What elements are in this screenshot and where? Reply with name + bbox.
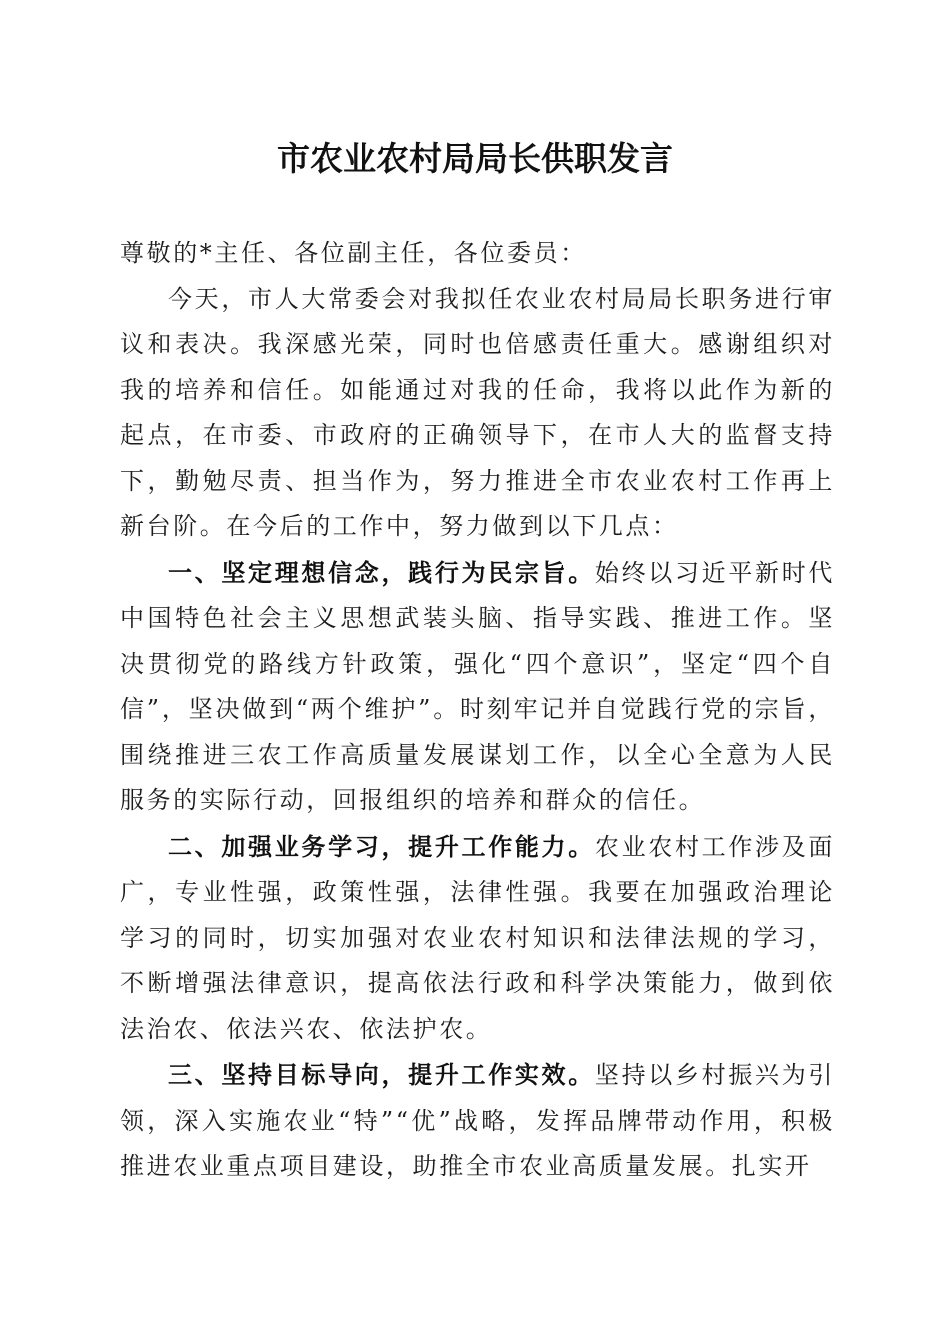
salutation: 尊敬的*主任、各位副主任，各位委员：: [120, 239, 587, 267]
section-heading-3: 三、坚持目标导向，提升工作实效。: [168, 1060, 595, 1089]
section-text-3: 坚持以乡村振兴为引领，深入实施农业“特”“优”战略，发挥品牌带动作用，积极推进农业重点项目建设，助推全市农业高质量发展。扎实开: [120, 1061, 835, 1180]
document-title: 市农业农村局局长供职发言: [277, 139, 673, 178]
section-paragraph-2: [120, 824, 835, 1053]
section-heading-1: 一、坚定理想信念，践行为民宗旨。: [168, 557, 595, 587]
section-text-2: 农业农村工作涉及面广，专业性强，政策性强，法律性强。我要在加强政治理论学习的同时，切实加强对农业农村知识和法律法规的学习，不断增强法律意识，提高依法行政和科学决策能力，做到依法治农、依法兴农、依法护农。: [120, 832, 835, 1043]
section-paragraph-3: [120, 1052, 835, 1190]
section-paragraph-1: [120, 550, 835, 824]
section-text-1: 始终以习近平新时代中国特色社会主义思想武装头脑、指导实践、推进工作。坚决贯彻党的路线方针政策，强化“四个意识”，坚定“四个自信”，坚决做到“两个维护”。时刻牢记并自觉践行党的宗旨，围绕推进三农工作高质量发展谋划工作，以全心全意为人民服务的实际行动，回报组织的培养和群众的信任。: [120, 558, 835, 814]
section-heading-2: 二、加强业务学习，提升工作能力。: [168, 831, 595, 861]
document-body: [120, 231, 835, 1190]
intro-paragraph: 今天，市人大常委会对我拟任农业农村局局长职务进行审议和表决。我深感光荣，同时也倍感责任重大。感谢组织对我的培养和信任。如能通过对我的任命，我将以此作为新的起点，在市委、市政府的正确领导下，在市人大的监督支持下，勤勉尽责、担当作为，努力推进全市农业农村工作再上新台阶。在今后的工作中，努力做到以下几点：: [120, 284, 835, 540]
